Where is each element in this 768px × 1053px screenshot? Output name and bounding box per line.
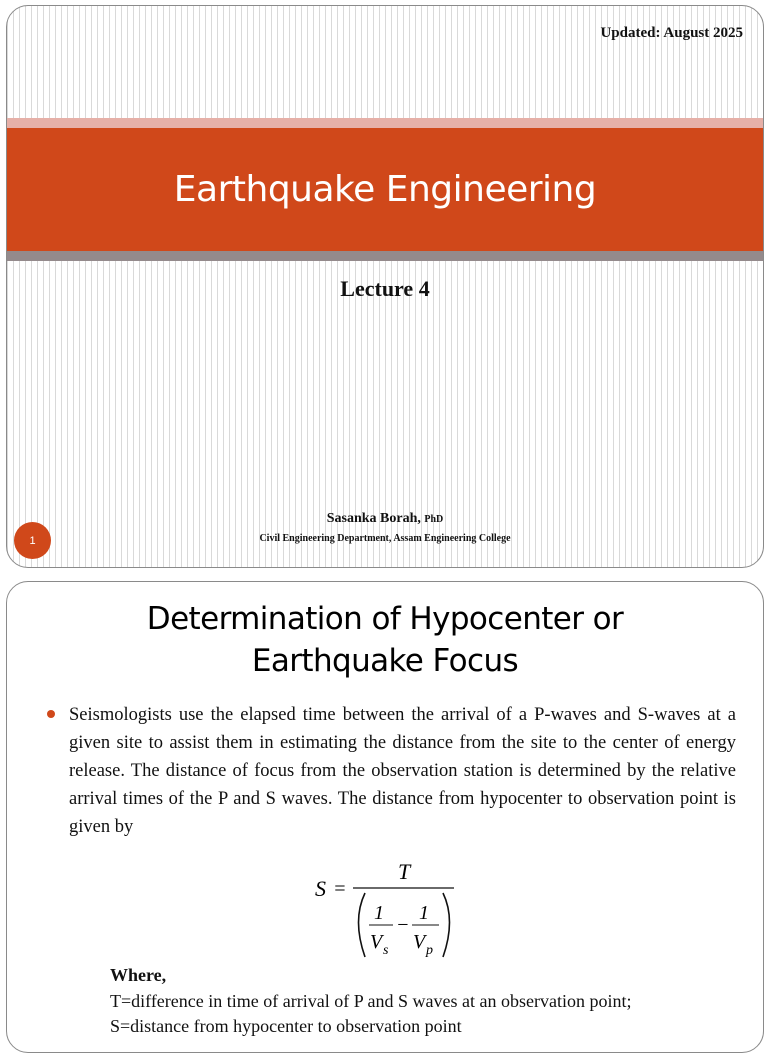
formula-vp-sub: p — [426, 943, 433, 958]
author-degree: PhD — [424, 514, 444, 525]
author-department: Civil Engineering Department, Assam Engineering College — [259, 533, 511, 544]
formula-lhs: S — [315, 876, 326, 901]
formula-vs-base: V — [370, 931, 383, 953]
title-band — [7, 128, 763, 251]
author-name: Sasanka Borah, — [326, 511, 421, 526]
page-number-badge — [14, 522, 51, 559]
formula-vp-base: V — [413, 931, 426, 953]
slide-heading-line2: Earthquake Focus — [251, 643, 519, 679]
slide-title: Earthquake Engineering — [173, 169, 597, 210]
formula-vs-sub: s — [383, 943, 389, 958]
right-parenthesis — [443, 893, 450, 957]
formula-minus: − — [396, 914, 410, 936]
formula-one-vs: 1 — [374, 902, 384, 924]
updated-date: Updated: August 2025 — [600, 25, 743, 41]
top-accent-band — [7, 118, 763, 128]
left-parenthesis — [359, 893, 366, 957]
page-number: 1 — [29, 534, 36, 547]
definition-line: T=difference in time of arrival of P and S waves at an observation point; — [110, 991, 632, 1011]
where-label: Where, — [110, 965, 167, 985]
slide-heading — [7, 598, 763, 682]
content-slide — [6, 581, 764, 1053]
formula-equals: = — [333, 878, 347, 900]
slide-heading-line1: Determination of Hypocenter or — [146, 601, 624, 637]
distance-formula — [313, 852, 463, 967]
author-line — [7, 511, 763, 527]
bottom-accent-band — [7, 251, 763, 261]
bullet-icon — [47, 710, 55, 718]
bullet-paragraph: Seismologists use the elapsed time between the arrival of a P-waves and S-waves at a given site to assist them in estimating the distance from the site to the center of energy release. The distance of focus from the observation station is determined by the relative arrival times of the P and S waves. The distance from hypocenter to observation point is given by — [69, 705, 736, 837]
formula-numerator: T — [398, 859, 411, 884]
title-slide — [6, 5, 764, 568]
formula-one-vp: 1 — [419, 902, 429, 924]
definition-line: S=distance from hypocenter to observation point — [110, 1016, 462, 1036]
lecture-number: Lecture 4 — [340, 276, 430, 301]
